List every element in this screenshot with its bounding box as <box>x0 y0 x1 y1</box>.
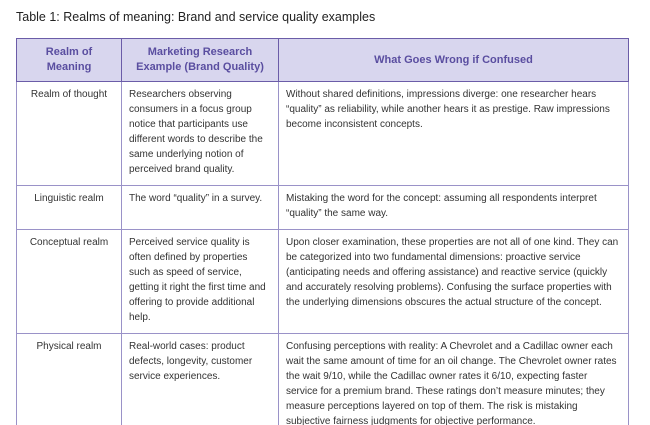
problem-cell: Upon closer examination, these properties are not all of one kind. They can be categorized into two fundamental dimensions: proactive service (anticipating needs and offering assistance) and reactive service (quickly and accurately resolving problems). Confusing the surface properties with the underlying dimensions obscures the actual structure of the concept. <box>279 230 629 334</box>
table-caption: Table 1: Realms of meaning: Brand and service quality examples <box>16 10 376 24</box>
table-row <box>17 82 629 186</box>
realm-cell: Conceptual realm <box>17 230 122 334</box>
problem-cell: Without shared definitions, impressions diverge: one researcher hears “quality” as reliability, while another hears it as prestige. Raw impressions become inconsistent concepts. <box>279 82 629 186</box>
table-header-row <box>17 39 629 82</box>
realms-table <box>16 38 629 425</box>
table-row <box>17 186 629 230</box>
realm-cell: Linguistic realm <box>17 186 122 230</box>
example-cell: The word “quality” in a survey. <box>122 186 279 230</box>
example-cell: Researchers observing consumers in a focus group notice that participants use different words to describe the same underlying notion of perceived brand quality. <box>122 82 279 186</box>
realms-table-container <box>16 38 628 425</box>
table-row <box>17 334 629 425</box>
problem-cell: Confusing perceptions with reality: A Chevrolet and a Cadillac owner each wait the same amount of time for an oil change. The Chevrolet owner rates the wait 9/10, while the Cadillac owner rates it 6/10, expecting faster service for a premium brand. These ratings don’t measure minutes; they measure perceptions layered on top of them. The risk is mistaking subjective fairness judgments for objective performance. <box>279 334 629 425</box>
header-realm: Realm of Meaning <box>17 39 122 82</box>
realm-cell: Realm of thought <box>17 82 122 186</box>
realm-cell: Physical realm <box>17 334 122 425</box>
table-row <box>17 230 629 334</box>
header-problem: What Goes Wrong if Confused <box>279 39 629 82</box>
example-cell: Real-world cases: product defects, longevity, customer service experiences. <box>122 334 279 425</box>
problem-cell: Mistaking the word for the concept: assuming all respondents interpret “quality” the same way. <box>279 186 629 230</box>
header-example: Marketing Research Example (Brand Quality) <box>122 39 279 82</box>
example-cell: Perceived service quality is often defined by properties such as speed of service, getting it right the first time and offering to provide additional help. <box>122 230 279 334</box>
